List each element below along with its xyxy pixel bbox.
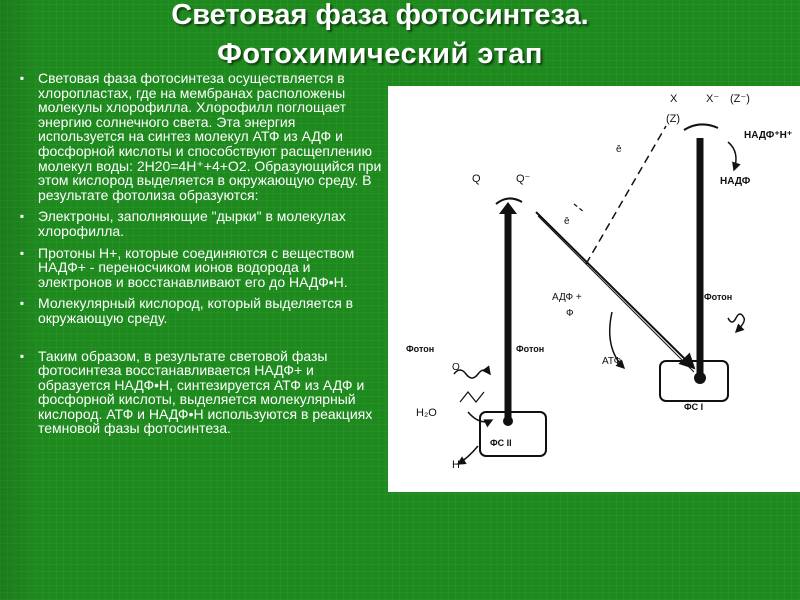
adf-label: АДФ + [552,292,582,303]
bullet-item [12,349,384,437]
bullet-text: Протоны Н+, которые соединяются с веществом НАДФ+ - переносчиком ионов водорода и электронов и восстанавливают его до НАДФ•Н. [38,244,355,290]
electron-label-2: ē [616,144,622,155]
electron-label-1: ē [564,216,570,227]
bullet-text: Молекулярный кислород, который выделяется в окружающую среду. [38,295,354,326]
ps1-reaction-center [694,372,706,384]
photon-mid-wave [460,392,484,402]
bullet-icon: ▪ [19,296,25,311]
title-line-2: Фотохимический этап [217,38,543,70]
bullet-item [12,209,384,238]
bullet-icon: ▪ [19,209,25,224]
bullet-list [12,71,384,443]
electron-transport-line [536,212,694,368]
h-plus-label: H⁺ [452,459,466,471]
bullet-item [12,296,384,325]
z-scheme-diagram [388,86,800,492]
ps2-label: ФС II [490,438,512,448]
title-line-1: Световая фаза фотосинтеза. [171,0,589,31]
x-minus-label: X⁻ [706,93,720,105]
cyclic-path-dashed [586,126,666,264]
bullet-text: Световая фаза фотосинтеза осуществляется в хлоропластах, где на мембранах расположены молекулы хлорофилла. Хлорофилл поглощает энергию солнечного света. Эта энергия используется на синтез молекул АТФ из АДФ и фосфорной кислоты и способствуют расщеплению молекул воды: 2Н20=4Н⁺+4+О2. Образующийся при этом кислород выделяется в окружающую среду. В результате фотолиза образуются: [38,70,382,203]
x-arc [684,124,718,130]
nadf-label: НАДФ [720,176,751,187]
x-label: X [670,93,678,105]
bullet-item [12,246,384,290]
ps1-label: ФС I [684,402,704,412]
o-label: О [452,362,460,373]
z-scheme-svg [388,86,800,492]
z-minus-label: (Z⁻) [730,93,750,105]
ps2-reaction-center [503,416,513,426]
photon-right-label: Фотон [704,292,733,302]
atf-label: АТФ [602,356,622,367]
bullet-text: Таким образом, в результате световой фазы фотосинтеза восстанавливается НАДФ+ и образуется НАДФ•Н, синтезируется АТФ из АДФ и фосфорной кислоты, выделяется молекулярный кислород. АТФ и НАДФ•Н используются в реакциях темновой фазы фотосинтеза. [38,347,373,437]
bullet-icon: ▪ [19,348,25,363]
q-arc [496,198,522,204]
nadph-label: НАДФ⁺Н⁺ [744,130,793,141]
q-minus-label: Q⁻ [516,173,531,185]
bullet-text: Электроны, заполняющие "дырки" в молекулах хлорофилла. [38,208,346,239]
nadph-arrow [728,142,736,170]
photon-right-wave [728,314,744,332]
bullet-item [12,71,384,202]
bullet-icon: ▪ [19,71,25,85]
q-label: Q [472,173,481,185]
z-label: (Z) [666,113,681,125]
ps2-arrowhead [499,202,517,214]
f-label: Ф [566,308,574,319]
photon-left-label: Фотон [406,344,435,354]
ps2-box [480,412,546,456]
bullet-icon: ▪ [19,245,25,260]
h2o-label: H₂O [416,407,437,419]
dashed-fragment [574,204,584,212]
photon-mid-label: Фотон [516,344,545,354]
